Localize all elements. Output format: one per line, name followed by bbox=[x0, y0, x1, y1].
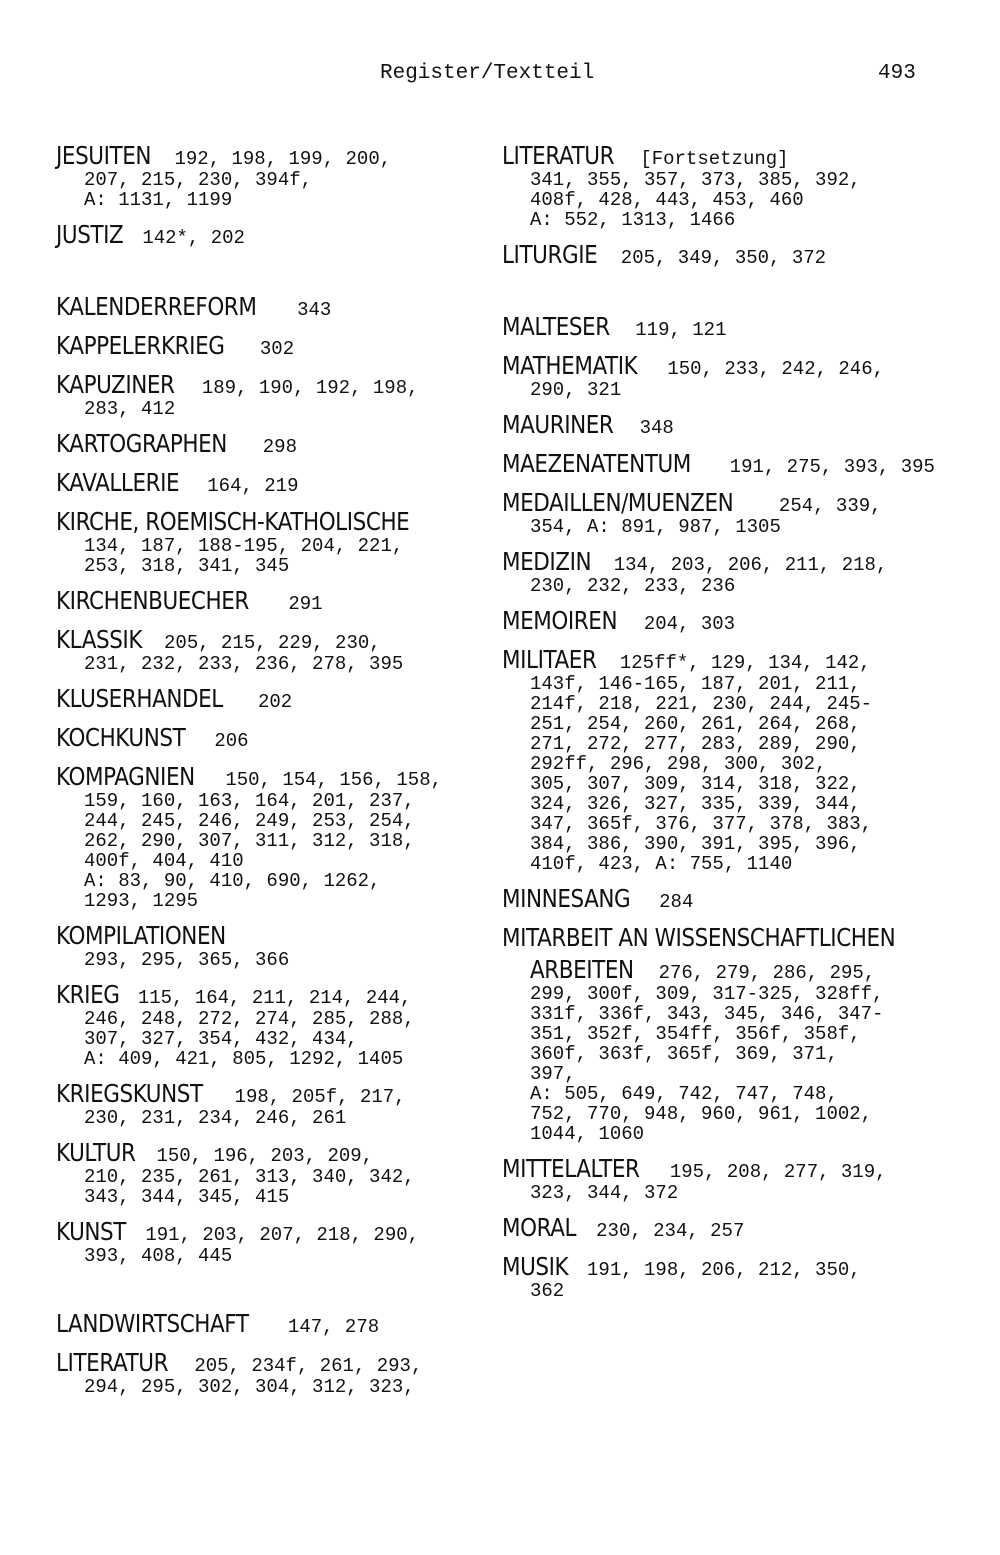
index-term: LITERATUR bbox=[502, 141, 615, 170]
index-term: MUSIK bbox=[502, 1252, 569, 1281]
index-term: KARTOGRAPHEN bbox=[56, 429, 227, 458]
page-references: 408f, 428, 443, 453, 460 bbox=[530, 189, 804, 211]
index-entry-justiz bbox=[56, 219, 496, 251]
index-column-left bbox=[56, 140, 496, 1399]
index-term: KLASSIK bbox=[56, 625, 143, 654]
index-entry-kalenderreform bbox=[56, 291, 496, 323]
entry-spacer bbox=[56, 617, 496, 624]
entry-spacer bbox=[56, 913, 496, 920]
page-references: 230, 231, 234, 246, 261 bbox=[84, 1107, 347, 1129]
page-references: A: 552, 1313, 1466 bbox=[530, 209, 736, 231]
page-references-inline: 189, 190, 192, 198, bbox=[201, 377, 419, 399]
page-references-inline: 134, 203, 206, 211, 218, bbox=[613, 554, 888, 576]
entry-headline bbox=[56, 219, 496, 251]
index-entry-krieg bbox=[56, 979, 496, 1071]
entry-spacer bbox=[56, 499, 496, 506]
page-references: 323, 344, 372 bbox=[530, 1182, 679, 1204]
index-term: MEDIZIN bbox=[502, 547, 592, 576]
entry-spacer bbox=[502, 402, 972, 409]
index-term: KAPPELERKRIEG bbox=[56, 331, 225, 360]
index-term: MINNESANG bbox=[502, 884, 631, 913]
page-references: 134, 187, 188-195, 204, 221, bbox=[84, 535, 404, 557]
index-entry-memoiren bbox=[502, 605, 972, 637]
index-entry-mauriner bbox=[502, 409, 972, 441]
page-references-inline: 230, 234, 257 bbox=[596, 1220, 745, 1242]
index-term: LANDWIRTSCHAFT bbox=[56, 1309, 249, 1338]
index-entry-liturgie bbox=[502, 239, 972, 271]
page-references: 290, 321 bbox=[530, 379, 622, 401]
page-references: 341, 355, 357, 373, 385, 392, bbox=[530, 169, 861, 191]
index-term: KUNST bbox=[56, 1217, 126, 1246]
page-references: 299, 300f, 309, 317-325, 328ff, bbox=[530, 983, 884, 1005]
page-references-inline: 284 bbox=[659, 891, 694, 913]
index-entry-jesuiten bbox=[56, 140, 496, 212]
index-entry-klassik bbox=[56, 624, 496, 676]
entry-spacer bbox=[502, 441, 972, 448]
index-entry-mittelalter bbox=[502, 1153, 972, 1205]
index-term: MEDAILLEN/MUENZEN bbox=[502, 488, 734, 517]
entry-spacer bbox=[56, 323, 496, 330]
index-term: KIRCHENBUECHER bbox=[56, 586, 249, 615]
index-term: MATHEMATIK bbox=[502, 351, 638, 380]
index-term: KRIEG bbox=[56, 980, 120, 1009]
page-references: 347, 365f, 376, 377, 378, 383, bbox=[530, 813, 873, 835]
index-entry-kluserhandel bbox=[56, 683, 496, 715]
index-entry-moral bbox=[502, 1212, 972, 1244]
entry-headline bbox=[56, 1308, 496, 1340]
entry-spacer bbox=[502, 876, 972, 883]
index-term-continued: ARBEITEN bbox=[530, 955, 634, 984]
page-references-inline: 191, 275, 393, 395 bbox=[729, 456, 935, 478]
entry-headline bbox=[502, 409, 972, 441]
running-header bbox=[0, 62, 1000, 92]
index-term: MITTELALTER bbox=[502, 1154, 640, 1183]
page-references: 253, 318, 341, 345 bbox=[84, 555, 290, 577]
index-term: MILITAER bbox=[502, 645, 597, 674]
page-references: 244, 245, 246, 249, 253, 254, bbox=[84, 810, 415, 832]
page-references-inline: 191, 198, 206, 212, 350, bbox=[587, 1259, 861, 1281]
index-entry-medizin bbox=[502, 546, 972, 598]
entry-headline bbox=[56, 428, 496, 460]
page-references-inline: 115, 164, 211, 214, 244, bbox=[137, 987, 412, 1009]
index-entry-kunst bbox=[56, 1216, 496, 1268]
entry-headline bbox=[56, 291, 496, 323]
page-references: 294, 295, 302, 304, 312, 323, bbox=[84, 1376, 415, 1398]
page-references: A: 505, 649, 742, 747, 748, bbox=[530, 1083, 838, 1105]
index-term: MAURINER bbox=[502, 410, 614, 439]
page-references: 324, 326, 327, 335, 339, 344, bbox=[530, 793, 861, 815]
page-references: 351, 352f, 354ff, 356f, 358f, bbox=[530, 1023, 861, 1045]
index-entry-kappelerkrieg bbox=[56, 330, 496, 362]
page-references: 1293, 1295 bbox=[84, 890, 199, 912]
index-term: KAPUZINER bbox=[56, 370, 175, 399]
entry-spacer bbox=[502, 598, 972, 605]
page-references: 384, 386, 390, 391, 395, 396, bbox=[530, 833, 861, 855]
page-references-inline: 125ff*, 129, 134, 142, bbox=[619, 652, 871, 674]
index-entry-mathematik bbox=[502, 350, 972, 402]
index-entry-kultur bbox=[56, 1137, 496, 1209]
page-references: 214f, 218, 221, 230, 244, 245- bbox=[530, 693, 873, 715]
index-term: LITURGIE bbox=[502, 240, 598, 269]
page-references-inline: 298 bbox=[262, 436, 297, 458]
page-references: A: 83, 90, 410, 690, 1262, bbox=[84, 870, 381, 892]
entry-headline bbox=[56, 683, 496, 715]
page-references: 393, 408, 445 bbox=[84, 1245, 233, 1267]
entry-headline bbox=[56, 330, 496, 362]
index-term: KLUSERHANDEL bbox=[56, 684, 223, 713]
entry-spacer bbox=[502, 1146, 972, 1153]
page-references-inline: 302 bbox=[259, 338, 295, 360]
page-references: 752, 770, 948, 960, 961, 1002, bbox=[530, 1103, 873, 1125]
page-references-inline: 205, 234f, 261, 293, bbox=[194, 1355, 423, 1377]
page-references: 305, 307, 309, 314, 318, 322, bbox=[530, 773, 861, 795]
index-term: KOMPAGNIEN bbox=[56, 762, 195, 791]
index-term: LITERATUR bbox=[56, 1348, 169, 1377]
page-references: 360f, 363f, 365f, 369, 371, bbox=[530, 1043, 838, 1065]
page-references-inline: 343 bbox=[297, 299, 332, 321]
index-entry-kompilationen bbox=[56, 920, 496, 972]
page-references: 283, 412 bbox=[84, 398, 176, 420]
entry-spacer bbox=[56, 1130, 496, 1137]
index-entry-maezenatentum bbox=[502, 448, 972, 480]
index-entry-mitarbeit-an-wissenschaftlichen bbox=[502, 922, 972, 1146]
index-entry-landwirtschaft bbox=[56, 1308, 496, 1340]
page-references-inline: 291 bbox=[288, 593, 323, 615]
entry-spacer bbox=[502, 1205, 972, 1212]
page-references-inline: 195, 208, 277, 319, bbox=[669, 1161, 887, 1183]
index-entry-kirchenbuecher bbox=[56, 585, 496, 617]
page-references: 271, 272, 277, 283, 289, 290, bbox=[530, 733, 861, 755]
page-references: 251, 254, 260, 261, 264, 268, bbox=[530, 713, 861, 735]
entry-headline bbox=[502, 311, 972, 343]
entry-spacer bbox=[56, 460, 496, 467]
index-entry-kapuziner bbox=[56, 369, 496, 421]
entry-spacer bbox=[56, 578, 496, 585]
page-references: 307, 327, 354, 432, 434, bbox=[84, 1028, 358, 1050]
index-term: KOCHKUNST bbox=[56, 723, 186, 752]
page-references-inline: 142*, 202 bbox=[142, 227, 245, 249]
page-references-inline: 192, 198, 199, 200, bbox=[174, 148, 392, 170]
running-title: Register/Textteil bbox=[380, 62, 595, 85]
page-number: 493 bbox=[878, 62, 916, 85]
page-references: 400f, 404, 410 bbox=[84, 850, 244, 872]
entry-spacer bbox=[56, 715, 496, 722]
index-term: MORAL bbox=[502, 1213, 577, 1242]
page-references: 397, bbox=[530, 1063, 576, 1085]
entry-spacer bbox=[56, 421, 496, 428]
entry-headline bbox=[56, 722, 496, 754]
page-references-inline: 164, 219 bbox=[207, 475, 299, 497]
page-references: 231, 232, 233, 236, 278, 395 bbox=[84, 653, 404, 675]
entry-spacer bbox=[56, 1268, 496, 1308]
page-references-inline: 348 bbox=[639, 417, 674, 439]
index-term: KOMPILATIONEN bbox=[56, 921, 226, 950]
page-references-inline: 119, 121 bbox=[635, 319, 727, 341]
index-entry-kartographen bbox=[56, 428, 496, 460]
index-entry-musik bbox=[502, 1251, 972, 1303]
entry-spacer bbox=[502, 343, 972, 350]
entry-spacer bbox=[502, 539, 972, 546]
page-references: A: 409, 421, 805, 1292, 1405 bbox=[84, 1048, 404, 1070]
page-references-inline: 205, 349, 350, 372 bbox=[620, 247, 827, 269]
page-references-inline: 206 bbox=[214, 730, 249, 752]
entry-spacer bbox=[502, 271, 972, 311]
page-references-inline: 150, 196, 203, 209, bbox=[156, 1145, 374, 1167]
entry-spacer bbox=[56, 1209, 496, 1216]
page-references-inline: 147, 278 bbox=[287, 1316, 380, 1338]
index-entry-minnesang bbox=[502, 883, 972, 915]
entry-spacer bbox=[56, 1340, 496, 1347]
index-term: MALTESER bbox=[502, 312, 610, 341]
page-references: 262, 290, 307, 311, 312, 318, bbox=[84, 830, 415, 852]
page-references-inline: 205, 215, 229, 230, bbox=[164, 632, 381, 654]
index-entry-malteser bbox=[502, 311, 972, 343]
index-column-right bbox=[502, 140, 972, 1303]
entry-spacer bbox=[56, 1071, 496, 1078]
page-references: 1044, 1060 bbox=[530, 1123, 645, 1145]
page-references-inline: [Fortsetzung] bbox=[640, 148, 789, 170]
entry-headline bbox=[502, 883, 972, 915]
index-entry-kirche-roemisch-katholische bbox=[56, 506, 496, 578]
page-references-inline: 202 bbox=[258, 691, 293, 713]
index-term: MEMOIREN bbox=[502, 606, 618, 635]
entry-spacer bbox=[502, 1244, 972, 1251]
entry-headline bbox=[502, 922, 972, 954]
page-references: 354, A: 891, 987, 1305 bbox=[530, 516, 781, 538]
index-term: MITARBEIT AN WISSENSCHAFTLICHEN bbox=[502, 923, 896, 952]
entry-headline bbox=[56, 506, 496, 538]
index-term: KULTUR bbox=[56, 1138, 136, 1167]
entry-spacer bbox=[56, 251, 496, 291]
index-term: JUSTIZ bbox=[56, 220, 124, 249]
index-term: KIRCHE, ROEMISCH-KATHOLISCHE bbox=[56, 507, 410, 536]
entry-headline bbox=[502, 448, 972, 480]
entry-spacer bbox=[502, 915, 972, 922]
index-entry-militaer bbox=[502, 644, 972, 876]
page-references: 362 bbox=[530, 1280, 565, 1302]
page-references: 210, 235, 261, 313, 340, 342, bbox=[84, 1166, 415, 1188]
page-references: 343, 344, 345, 415 bbox=[84, 1186, 290, 1208]
entry-headline bbox=[502, 1212, 972, 1244]
page-references-inline: 150, 233, 242, 246, bbox=[667, 358, 885, 380]
entry-spacer bbox=[56, 754, 496, 761]
page-references: 143f, 146-165, 187, 201, 211, bbox=[530, 673, 861, 695]
entry-spacer bbox=[56, 676, 496, 683]
index-term: KRIEGSKUNST bbox=[56, 1079, 203, 1108]
index-term: KAVALLERIE bbox=[56, 468, 180, 497]
index-entry-medaillen-muenzen bbox=[502, 487, 972, 539]
entry-headline bbox=[56, 585, 496, 617]
entry-spacer bbox=[56, 362, 496, 369]
index-entry-kompagnien bbox=[56, 761, 496, 913]
page-references: 331f, 336f, 343, 345, 346, 347- bbox=[530, 1003, 884, 1025]
page-references: 292ff, 296, 298, 300, 302, bbox=[530, 753, 827, 775]
page-references-inline: 150, 154, 156, 158, bbox=[225, 769, 442, 791]
index-term: KALENDERREFORM bbox=[56, 292, 257, 321]
page-references: 230, 232, 233, 236 bbox=[530, 575, 736, 597]
entry-headline bbox=[56, 467, 496, 499]
page-references: 207, 215, 230, 394f, bbox=[84, 169, 313, 191]
entry-spacer bbox=[502, 637, 972, 644]
entry-spacer bbox=[56, 212, 496, 219]
index-entry-literatur bbox=[502, 140, 972, 232]
index-entry-kriegskunst bbox=[56, 1078, 496, 1130]
index-entry-kavallerie bbox=[56, 467, 496, 499]
page-references: 246, 248, 272, 274, 285, 288, bbox=[84, 1008, 415, 1030]
page-references: 410f, 423, A: 755, 1140 bbox=[530, 853, 793, 875]
page-references-inline: 198, 205f, 217, bbox=[234, 1086, 406, 1108]
page-references-inline: 276, 279, 286, 295, bbox=[658, 962, 876, 984]
index-entry-kochkunst bbox=[56, 722, 496, 754]
entry-headline bbox=[502, 239, 972, 271]
index-term: JESUITEN bbox=[56, 141, 152, 170]
page-references: 293, 295, 365, 366 bbox=[84, 949, 290, 971]
page-references: A: 1131, 1199 bbox=[84, 189, 233, 211]
index-term: MAEZENATENTUM bbox=[502, 449, 691, 478]
page-references-inline: 191, 203, 207, 218, 290, bbox=[145, 1224, 420, 1246]
page-references-inline: 204, 303 bbox=[643, 613, 736, 635]
entry-spacer bbox=[502, 480, 972, 487]
index-entry-literatur bbox=[56, 1347, 496, 1399]
entry-spacer bbox=[502, 232, 972, 239]
entry-spacer bbox=[56, 972, 496, 979]
entry-headline bbox=[502, 605, 972, 637]
page-references: 159, 160, 163, 164, 201, 237, bbox=[84, 790, 415, 812]
page-references-inline: 254, 339, bbox=[778, 495, 882, 517]
